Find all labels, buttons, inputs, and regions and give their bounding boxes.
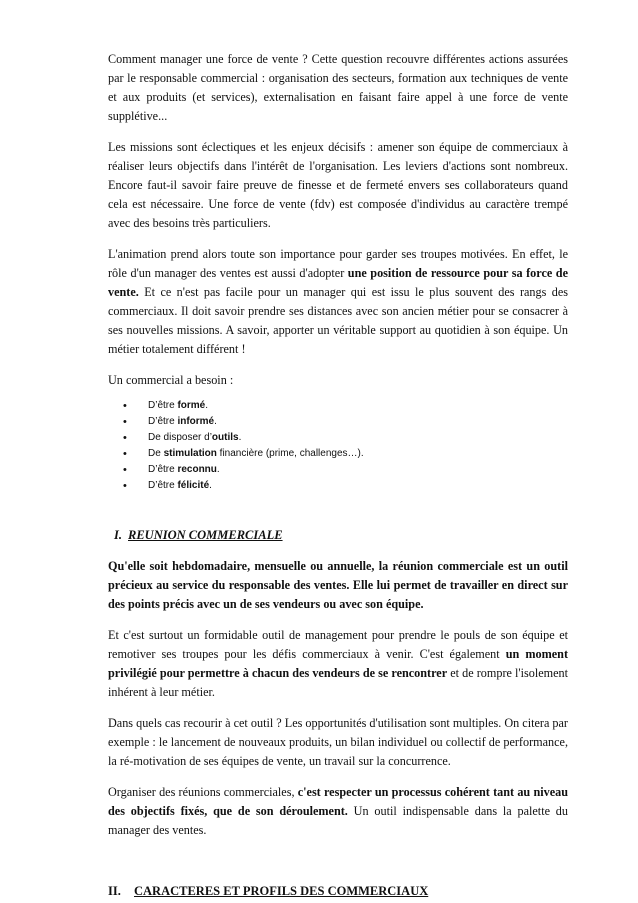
section-heading-profils [108, 884, 568, 899]
list-item: • D’être reconnu. [108, 462, 568, 478]
section-number: I. [114, 528, 122, 542]
reunion-paragraph: Qu'elle soit hebdomadaire, mensuelle ou annuelle, la réunion commerciale est un outil précieux au service du responsable des ventes. Elle lui permet de travailler en direct sur des points précis avec un de ses vendeurs ou avec son équipe. [108, 559, 568, 611]
animation-text-c: Et ce n'est pas facile pour un manager qui est issu le plus souvent des rangs des commerciaux. Il doit savoir prendre ses distances avec son ancien métier pour se consacrer à ses nouvelles missions. A savoir, apporter un véritable support au quotidien à son équipe. Un métier totalement différent ! [108, 285, 568, 356]
animation-text-bold: une position de ressource pour sa force de vente. [108, 266, 568, 299]
opportunities-paragraph: Dans quels cas recourir à cet outil ? Les opportunités d'utilisation sont multiples. On citera par exemple : le lancement de nouveaux produits, un bilan individuel ou collectif de performance, la ré-motivation de ses équipes de vente, un travail sur la concurrence. [108, 716, 568, 768]
list-item: • De disposer d’outils. [108, 430, 568, 446]
intro-paragraph: Comment manager une force de vente ? Cette question recouvre différentes actions assurées par le responsable commercial : organisation des secteurs, formation aux techniques de vente et aux produits (et services), externalisation en faisant faire appel à une force de vente supplétive... [108, 52, 568, 123]
missions-paragraph: Les missions sont éclectiques et les enjeux décisifs : amener son équipe de commerciaux à réaliser leurs objectifs dans l'intérêt de l'organisation. Les leviers d'actions sont nombreux. Encore faut-il savoir faire preuve de finesse et de fermeté envers ses collaborateurs quand cela est nécessaire. Une force de vente (fdv) est composée d'individus au caractère trempé avec des besoins très particuliers. [108, 140, 568, 230]
section-heading-reunion [108, 528, 568, 543]
list-item: • D’être félicité. [108, 478, 568, 494]
management-paragraph: Et c'est surtout un formidable outil de management pour prendre le pouls de son équipe et remotiver ses troupes pour les défis commerciaux à venir. C'est également un moment privilégié pour permettre à chacun des vendeurs de se rencontrer et de rompre l'isolement inhérent à leur métier. [108, 628, 569, 699]
section-title: REUNION COMMERCIALE [128, 528, 283, 542]
organize-paragraph: Organiser des réunions commerciales, c'est respecter un processus cohérent tant au niveau des objectifs fixés, que de son déroulement. Un outil indispensable dans la palette du manager des ventes. [108, 785, 568, 837]
list-item: • De stimulation financière (prime, challenges…). [108, 446, 568, 462]
animation-text-a: L'animation prend alors toute son importance pour garder ses troupes motivées. En effet, le rôle d'un manager des ventes est aussi d'adopter [108, 247, 568, 280]
section-title: CARACTERES ET PROFILS DES COMMERCIAUX [134, 884, 429, 898]
animation-paragraph [108, 245, 568, 359]
needs-intro: Un commercial a besoin : [108, 373, 234, 387]
needs-list [108, 398, 568, 494]
document-page [108, 50, 568, 899]
list-item: • D’être informé. [108, 414, 568, 430]
section-number: II. [108, 884, 121, 898]
list-item: • D’être formé. [108, 398, 568, 414]
